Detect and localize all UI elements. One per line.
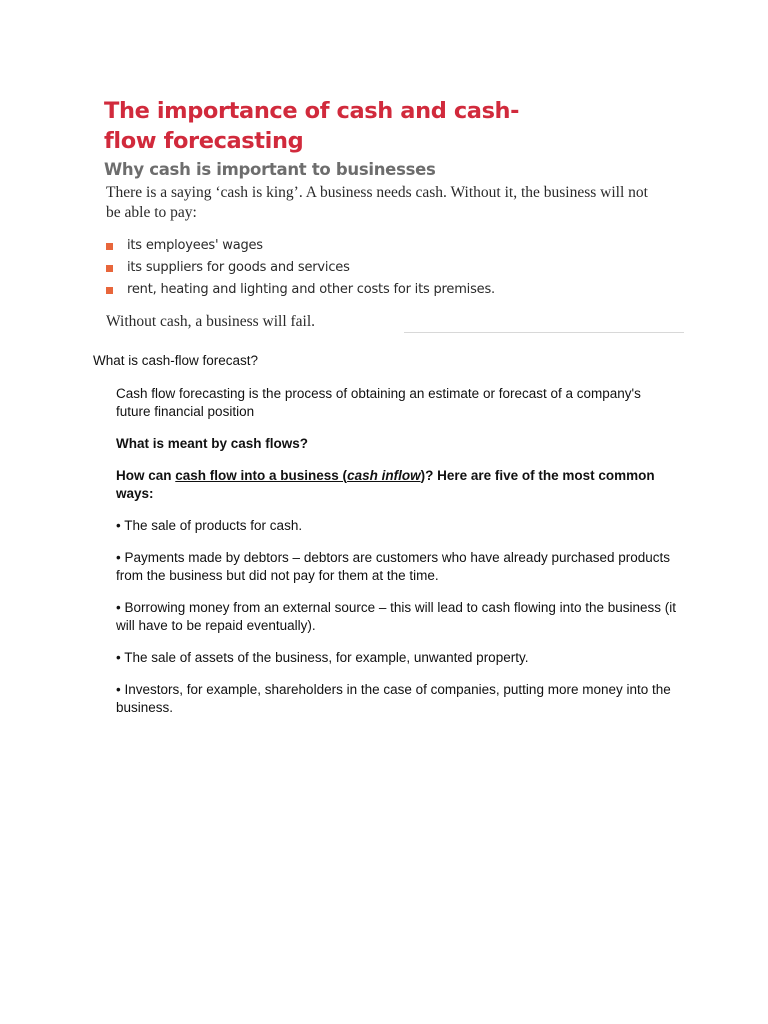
square-bullet-icon (106, 265, 113, 272)
textbook-excerpt (104, 96, 664, 332)
excerpt-divider (404, 332, 684, 333)
excerpt-intro: There is a saying ‘cash is king’. A business needs cash. Without it, the business will not be able to pay: (106, 184, 648, 221)
excerpt-bullet-item (104, 257, 664, 279)
inflow-point: • The sale of products for cash. (116, 518, 303, 533)
heading-inflow-suffix: )? Here are five of the most common ways: (116, 468, 655, 501)
excerpt-bullet-item (104, 235, 664, 257)
excerpt-title: The importance of cash and cash-flow forecasting (104, 98, 520, 154)
heading-cash-flows: What is meant by cash flows? (116, 436, 309, 451)
heading-inflow-underlined (175, 468, 420, 483)
definition-paragraph: Cash flow forecasting is the process of obtaining an estimate or forecast of a company's future financial position (116, 386, 641, 419)
excerpt-bullet-text: rent, heating and lighting and other costs for its premises. (127, 282, 495, 297)
excerpt-bullet-text: its employees' wages (127, 238, 263, 253)
section-question: What is cash-flow forecast? (93, 353, 259, 368)
document-body (116, 385, 676, 731)
excerpt-subtitle: Why cash is important to businesses (104, 160, 436, 179)
inflow-point: • The sale of assets of the business, for example, unwanted property. (116, 650, 529, 665)
excerpt-bullet-list (104, 235, 664, 301)
heading-cash-inflow (116, 467, 676, 503)
square-bullet-icon (106, 287, 113, 294)
heading-inflow-prefix: How can (116, 468, 176, 483)
excerpt-bullet-item (104, 279, 664, 301)
excerpt-bullet-text: its suppliers for goods and services (127, 260, 350, 275)
heading-inflow-underlined-text: cash flow into a business ( (175, 468, 348, 483)
inflow-point: • Investors, for example, shareholders in the case of companies, putting more money into the business. (116, 682, 671, 715)
heading-inflow-italic: cash inflow (347, 468, 421, 483)
inflow-point: • Payments made by debtors – debtors are customers who have already purchased products from the business but did not pay for them at the time. (116, 550, 671, 583)
square-bullet-icon (106, 243, 113, 250)
inflow-point: • Borrowing money from an external source – this will lead to cash flowing into the business (it will have to be repaid eventually). (116, 600, 676, 633)
excerpt-closing: Without cash, a business will fail. (106, 313, 316, 330)
